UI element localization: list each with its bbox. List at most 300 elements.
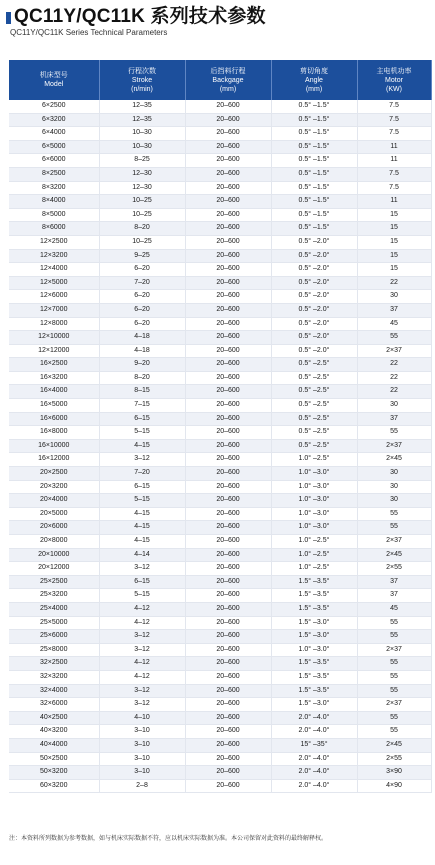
model-cell: 6×4000: [9, 127, 99, 141]
table-row: [9, 249, 435, 263]
motor-cell: 11: [357, 154, 431, 168]
model-cell: 50×3200: [9, 766, 99, 780]
row-edge-gap: [431, 140, 435, 154]
motor-cell: 2×37: [357, 535, 431, 549]
table-row: [9, 235, 435, 249]
motor-cell: 2×37: [357, 643, 431, 657]
row-edge-gap: [431, 725, 435, 739]
motor-cell: 11: [357, 140, 431, 154]
angle-cell: 0.5° –1.5°: [271, 181, 357, 195]
table-body: [9, 100, 435, 793]
header-motor-unit: (KW): [386, 85, 402, 93]
table-row: [9, 779, 435, 793]
motor-cell: 55: [357, 507, 431, 521]
row-edge-gap: [431, 467, 435, 481]
table-row: [9, 616, 435, 630]
model-cell: 20×2500: [9, 467, 99, 481]
stroke-cell: 3–12: [99, 684, 185, 698]
motor-cell: 45: [357, 602, 431, 616]
table-header-row: [9, 60, 435, 100]
model-cell: 8×2500: [9, 167, 99, 181]
angle-cell: 1.0° –3.0°: [271, 643, 357, 657]
table-row: [9, 371, 435, 385]
header-motor-en: Motor: [385, 76, 403, 84]
backgage-cell: 20–600: [185, 711, 271, 725]
table-row: [9, 752, 435, 766]
motor-cell: 2×37: [357, 344, 431, 358]
row-edge-gap: [431, 358, 435, 372]
stroke-cell: 4–15: [99, 439, 185, 453]
row-edge-gap: [431, 670, 435, 684]
backgage-cell: 20–600: [185, 399, 271, 413]
motor-cell: 2×37: [357, 698, 431, 712]
row-edge-gap: [431, 738, 435, 752]
table-row: [9, 303, 435, 317]
backgage-cell: 20–600: [185, 140, 271, 154]
header-motor-cn: 主电机功率: [376, 67, 412, 75]
row-edge-gap: [431, 412, 435, 426]
stroke-cell: 4–12: [99, 602, 185, 616]
model-cell: 12×4000: [9, 263, 99, 277]
angle-cell: 2.0° –4.0°: [271, 752, 357, 766]
page-title: QC11Y/QC11K 系列技术参数: [14, 6, 266, 27]
angle-cell: 1.5° –3.5°: [271, 589, 357, 603]
angle-cell: 1.5° –3.5°: [271, 575, 357, 589]
stroke-cell: 8–15: [99, 385, 185, 399]
backgage-cell: 20–600: [185, 331, 271, 345]
table-row: [9, 766, 435, 780]
stroke-cell: 6–15: [99, 480, 185, 494]
model-cell: 12×8000: [9, 317, 99, 331]
row-edge-gap: [431, 181, 435, 195]
model-cell: 25×6000: [9, 630, 99, 644]
row-edge-gap: [431, 113, 435, 127]
row-edge-gap: [431, 127, 435, 141]
angle-cell: 0.5° –2.5°: [271, 399, 357, 413]
backgage-cell: 20–600: [185, 154, 271, 168]
angle-cell: 0.5° –2.5°: [271, 371, 357, 385]
table-row: [9, 535, 435, 549]
row-edge-gap: [431, 290, 435, 304]
row-edge-gap: [431, 399, 435, 413]
motor-cell: 2×37: [357, 439, 431, 453]
row-edge-gap: [431, 643, 435, 657]
backgage-cell: 20–600: [185, 684, 271, 698]
motor-cell: 37: [357, 575, 431, 589]
model-cell: 25×5000: [9, 616, 99, 630]
motor-cell: 55: [357, 616, 431, 630]
backgage-cell: 20–600: [185, 100, 271, 113]
stroke-cell: 2–8: [99, 779, 185, 793]
model-cell: 6×6000: [9, 154, 99, 168]
model-cell: 50×2500: [9, 752, 99, 766]
header-model-en: Model: [44, 81, 64, 88]
stroke-cell: 3–12: [99, 643, 185, 657]
motor-cell: 55: [357, 670, 431, 684]
header-backgage-en: Backgage: [212, 76, 244, 84]
model-cell: 8×6000: [9, 222, 99, 236]
backgage-cell: 20–600: [185, 127, 271, 141]
row-edge-gap: [431, 698, 435, 712]
backgage-cell: 20–600: [185, 698, 271, 712]
angle-cell: 0.5° –2.5°: [271, 412, 357, 426]
motor-cell: 2×45: [357, 453, 431, 467]
stroke-cell: 3–10: [99, 725, 185, 739]
row-edge-gap: [431, 766, 435, 780]
header-stroke-cn: 行程次数: [128, 67, 156, 75]
angle-cell: 1.5° –3.5°: [271, 657, 357, 671]
model-cell: 16×6000: [9, 412, 99, 426]
motor-cell: 55: [357, 521, 431, 535]
table-row: [9, 181, 435, 195]
header-angle-cn: 剪切角度: [300, 67, 328, 75]
stroke-cell: 7–15: [99, 399, 185, 413]
backgage-cell: 20–600: [185, 467, 271, 481]
motor-cell: 30: [357, 494, 431, 508]
motor-cell: 2×45: [357, 738, 431, 752]
model-cell: 16×8000: [9, 426, 99, 440]
stroke-cell: 10–25: [99, 235, 185, 249]
model-cell: 32×3200: [9, 670, 99, 684]
motor-cell: 7.5: [357, 113, 431, 127]
stroke-cell: 6–20: [99, 303, 185, 317]
footnote: 注：本资料所列数据为参考数据，如与机床实际数据不符，应以机床实际数据为准。本公司保留对此资料的最终解释权。: [9, 836, 328, 842]
backgage-cell: 20–600: [185, 643, 271, 657]
table-row: [9, 167, 435, 181]
angle-cell: 0.5° –1.5°: [271, 167, 357, 181]
angle-cell: 0.5° –2.5°: [271, 439, 357, 453]
backgage-cell: 20–600: [185, 453, 271, 467]
stroke-cell: 4–15: [99, 507, 185, 521]
table-row: [9, 643, 435, 657]
row-edge-gap: [431, 222, 435, 236]
model-cell: 32×2500: [9, 657, 99, 671]
table-row: [9, 521, 435, 535]
row-edge-gap: [431, 779, 435, 793]
row-edge-gap: [431, 616, 435, 630]
model-cell: 25×4000: [9, 602, 99, 616]
motor-cell: 37: [357, 303, 431, 317]
stroke-cell: 4–15: [99, 535, 185, 549]
stroke-cell: 3–12: [99, 453, 185, 467]
motor-cell: 30: [357, 399, 431, 413]
model-cell: 16×12000: [9, 453, 99, 467]
angle-cell: 1.0° –3.0°: [271, 521, 357, 535]
row-edge-gap: [431, 711, 435, 725]
angle-cell: 0.5° –2.5°: [271, 385, 357, 399]
model-cell: 12×5000: [9, 276, 99, 290]
table-row: [9, 507, 435, 521]
header-stroke-en: Stroke: [131, 76, 153, 84]
motor-cell: 22: [357, 276, 431, 290]
header-angle-en: Angle: [305, 76, 323, 84]
stroke-cell: 8–25: [99, 154, 185, 168]
table-row: [9, 385, 435, 399]
backgage-cell: 20–600: [185, 738, 271, 752]
motor-cell: 30: [357, 467, 431, 481]
row-edge-gap: [431, 535, 435, 549]
row-edge-gap: [431, 344, 435, 358]
backgage-cell: 20–600: [185, 303, 271, 317]
header-backgage-cn: 后挡料行程: [210, 67, 246, 75]
row-edge-gap: [431, 263, 435, 277]
row-edge-gap: [431, 752, 435, 766]
angle-cell: 0.5° –2.0°: [271, 331, 357, 345]
angle-cell: 0.5° –1.5°: [271, 127, 357, 141]
row-edge-gap: [431, 439, 435, 453]
backgage-cell: 20–600: [185, 208, 271, 222]
stroke-cell: 10–25: [99, 208, 185, 222]
angle-cell: 1.5° –3.0°: [271, 698, 357, 712]
stroke-cell: 8–20: [99, 371, 185, 385]
table-row: [9, 100, 435, 113]
angle-cell: 0.5° –2.0°: [271, 317, 357, 331]
model-cell: 6×3200: [9, 113, 99, 127]
backgage-cell: 20–600: [185, 412, 271, 426]
model-cell: 12×10000: [9, 331, 99, 345]
table-row: [9, 602, 435, 616]
row-edge-gap: [431, 235, 435, 249]
motor-cell: 55: [357, 426, 431, 440]
backgage-cell: 20–600: [185, 195, 271, 209]
stroke-cell: 7–20: [99, 467, 185, 481]
backgage-cell: 20–600: [185, 371, 271, 385]
backgage-cell: 20–600: [185, 507, 271, 521]
angle-cell: 1.5° –3.5°: [271, 684, 357, 698]
backgage-cell: 20–600: [185, 290, 271, 304]
row-edge-gap: [431, 208, 435, 222]
stroke-cell: 7–20: [99, 276, 185, 290]
table-row: [9, 657, 435, 671]
angle-cell: 1.0° –3.0°: [271, 467, 357, 481]
table-row: [9, 426, 435, 440]
stroke-cell: 9–20: [99, 358, 185, 372]
backgage-cell: 20–600: [185, 276, 271, 290]
stroke-cell: 4–12: [99, 616, 185, 630]
stroke-cell: 10–25: [99, 195, 185, 209]
backgage-cell: 20–600: [185, 181, 271, 195]
model-cell: 20×6000: [9, 521, 99, 535]
motor-cell: 11: [357, 195, 431, 209]
model-cell: 32×4000: [9, 684, 99, 698]
model-cell: 16×5000: [9, 399, 99, 413]
angle-cell: 0.5° –1.5°: [271, 113, 357, 127]
backgage-cell: 20–600: [185, 385, 271, 399]
angle-cell: 1.0° –2.5°: [271, 535, 357, 549]
table-row: [9, 208, 435, 222]
stroke-cell: 6–20: [99, 290, 185, 304]
table-row: [9, 589, 435, 603]
backgage-cell: 20–600: [185, 670, 271, 684]
table-row: [9, 630, 435, 644]
row-edge-gap: [431, 426, 435, 440]
table-row: [9, 494, 435, 508]
backgage-cell: 20–600: [185, 317, 271, 331]
model-cell: 40×4000: [9, 738, 99, 752]
stroke-cell: 12–35: [99, 113, 185, 127]
backgage-cell: 20–600: [185, 439, 271, 453]
table-row: [9, 725, 435, 739]
backgage-cell: 20–600: [185, 562, 271, 576]
title-block: [6, 6, 266, 38]
model-cell: 25×8000: [9, 643, 99, 657]
table-row: [9, 412, 435, 426]
stroke-cell: 12–30: [99, 167, 185, 181]
backgage-cell: 20–600: [185, 766, 271, 780]
table-row: [9, 467, 435, 481]
angle-cell: 0.5° –1.5°: [271, 154, 357, 168]
stroke-cell: 6–15: [99, 412, 185, 426]
motor-cell: 15: [357, 222, 431, 236]
stroke-cell: 3–10: [99, 752, 185, 766]
header-motor: [357, 60, 431, 100]
motor-cell: 37: [357, 412, 431, 426]
angle-cell: 0.5° –2.5°: [271, 358, 357, 372]
header-backgage-unit: (mm): [219, 85, 237, 93]
angle-cell: 0.5° –2.0°: [271, 263, 357, 277]
spec-table: [9, 60, 435, 793]
table-row: [9, 154, 435, 168]
row-edge-gap: [431, 385, 435, 399]
backgage-cell: 20–600: [185, 521, 271, 535]
row-edge-gap: [431, 521, 435, 535]
table-row: [9, 317, 435, 331]
spec-table-container: [9, 60, 435, 793]
table-row: [9, 399, 435, 413]
table-row: [9, 670, 435, 684]
row-edge-gap: [431, 167, 435, 181]
table-row: [9, 684, 435, 698]
stroke-cell: 5–15: [99, 494, 185, 508]
stroke-cell: 4–18: [99, 331, 185, 345]
header-angle: [271, 60, 357, 100]
angle-cell: 1.0° –3.0°: [271, 480, 357, 494]
angle-cell: 0.5° –2.0°: [271, 235, 357, 249]
model-cell: 20×3200: [9, 480, 99, 494]
table-row: [9, 113, 435, 127]
stroke-cell: 4–15: [99, 521, 185, 535]
row-edge-gap: [431, 100, 435, 113]
angle-cell: 0.5° –2.0°: [271, 290, 357, 304]
backgage-cell: 20–600: [185, 779, 271, 793]
row-edge-gap: [431, 371, 435, 385]
angle-cell: 1.5° –3.0°: [271, 616, 357, 630]
row-edge-gap: [431, 249, 435, 263]
model-cell: 20×12000: [9, 562, 99, 576]
row-edge-gap: [431, 154, 435, 168]
model-cell: 8×4000: [9, 195, 99, 209]
table-row: [9, 263, 435, 277]
stroke-cell: 3–12: [99, 630, 185, 644]
table-row: [9, 290, 435, 304]
motor-cell: 45: [357, 317, 431, 331]
stroke-cell: 8–20: [99, 222, 185, 236]
stroke-cell: 10–30: [99, 140, 185, 154]
backgage-cell: 20–600: [185, 548, 271, 562]
table-row: [9, 562, 435, 576]
row-edge-gap: [431, 602, 435, 616]
model-cell: 40×3200: [9, 725, 99, 739]
angle-cell: 2.0° –4.0°: [271, 766, 357, 780]
model-cell: 20×10000: [9, 548, 99, 562]
header-model-cn: 机床型号: [39, 72, 68, 79]
angle-cell: 0.5° –2.5°: [271, 426, 357, 440]
motor-cell: 30: [357, 290, 431, 304]
motor-cell: 3×90: [357, 766, 431, 780]
header-angle-unit: (mm): [305, 85, 323, 93]
model-cell: 12×12000: [9, 344, 99, 358]
row-edge-gap: [431, 453, 435, 467]
row-edge-gap: [431, 630, 435, 644]
backgage-cell: 20–600: [185, 222, 271, 236]
stroke-cell: 6–20: [99, 263, 185, 277]
model-cell: 16×3200: [9, 371, 99, 385]
motor-cell: 55: [357, 711, 431, 725]
angle-cell: 1.0° –2.5°: [271, 562, 357, 576]
backgage-cell: 20–600: [185, 344, 271, 358]
model-cell: 20×5000: [9, 507, 99, 521]
backgage-cell: 20–600: [185, 589, 271, 603]
row-edge-gap: [431, 684, 435, 698]
row-edge-gap: [431, 303, 435, 317]
stroke-cell: 4–12: [99, 670, 185, 684]
stroke-cell: 4–10: [99, 711, 185, 725]
stroke-cell: 3–12: [99, 698, 185, 712]
motor-cell: 55: [357, 331, 431, 345]
motor-cell: 15: [357, 249, 431, 263]
backgage-cell: 20–600: [185, 249, 271, 263]
angle-cell: 0.5° –1.5°: [271, 195, 357, 209]
motor-cell: 15: [357, 208, 431, 222]
motor-cell: 22: [357, 371, 431, 385]
table-row: [9, 195, 435, 209]
model-cell: 32×6000: [9, 698, 99, 712]
table-row: [9, 480, 435, 494]
stroke-cell: 10–30: [99, 127, 185, 141]
stroke-cell: 6–20: [99, 317, 185, 331]
backgage-cell: 20–600: [185, 575, 271, 589]
stroke-cell: 3–10: [99, 738, 185, 752]
angle-cell: 1.0° –3.0°: [271, 494, 357, 508]
model-cell: 16×4000: [9, 385, 99, 399]
angle-cell: 2.0° –4.0°: [271, 711, 357, 725]
model-cell: 6×2500: [9, 100, 99, 113]
motor-cell: 2×45: [357, 548, 431, 562]
motor-cell: 15: [357, 263, 431, 277]
header-model: [9, 60, 99, 100]
table-row: [9, 222, 435, 236]
row-edge-gap: [431, 562, 435, 576]
angle-cell: 1.0° –3.0°: [271, 507, 357, 521]
motor-cell: 30: [357, 480, 431, 494]
motor-cell: 55: [357, 684, 431, 698]
row-edge-gap: [431, 331, 435, 345]
stroke-cell: 5–15: [99, 589, 185, 603]
backgage-cell: 20–600: [185, 113, 271, 127]
table-row: [9, 344, 435, 358]
backgage-cell: 20–600: [185, 602, 271, 616]
angle-cell: 1.5° –3.0°: [271, 630, 357, 644]
backgage-cell: 20–600: [185, 480, 271, 494]
model-cell: 12×7000: [9, 303, 99, 317]
motor-cell: 55: [357, 630, 431, 644]
stroke-cell: 4–14: [99, 548, 185, 562]
angle-cell: 0.5° –1.5°: [271, 222, 357, 236]
model-cell: 6×5000: [9, 140, 99, 154]
angle-cell: 0.5° –2.0°: [271, 344, 357, 358]
motor-cell: 55: [357, 657, 431, 671]
row-edge-gap: [431, 480, 435, 494]
